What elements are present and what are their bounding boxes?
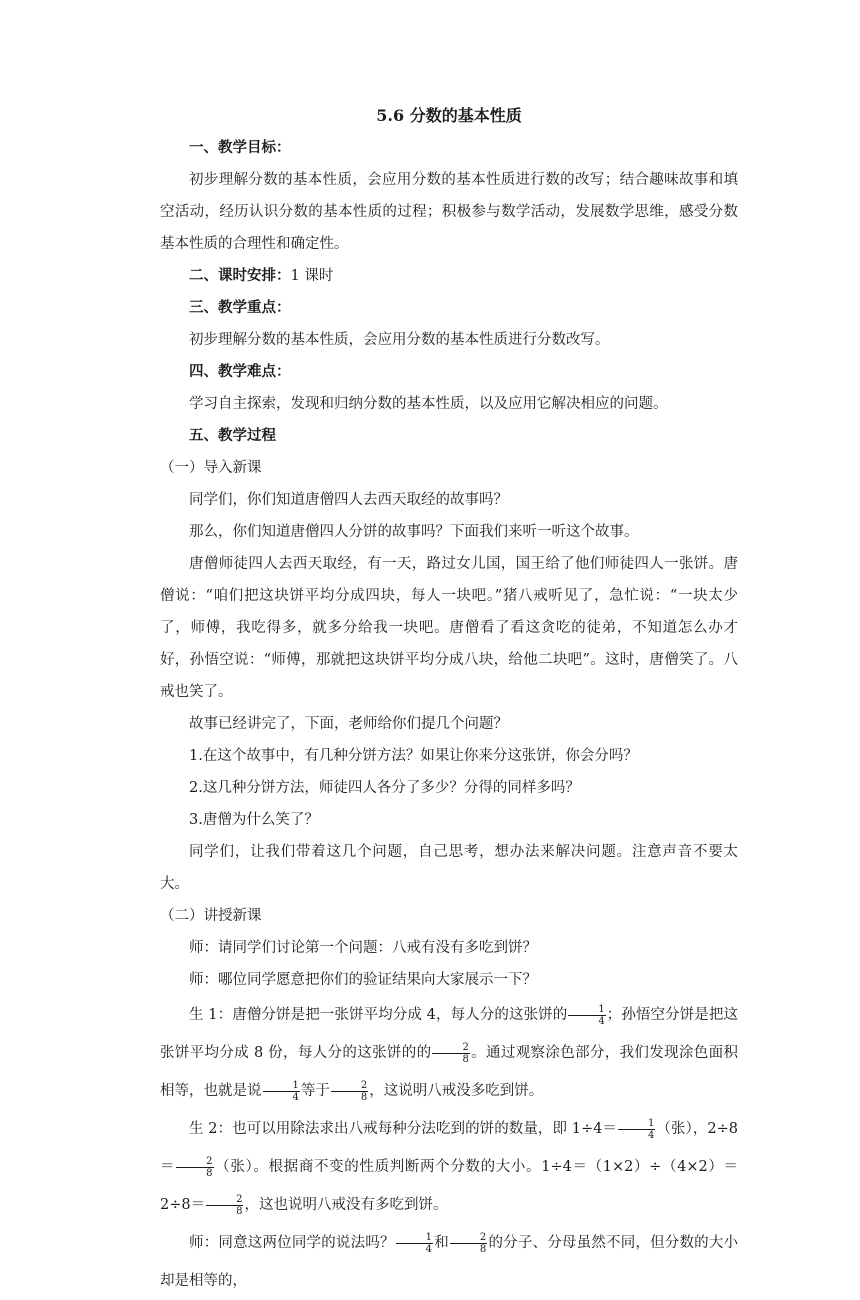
numerator: 1 [568,1004,605,1016]
text-run: ，这说明八戒没多吃到饼。 [369,1083,544,1099]
fraction-2-8 [176,1156,213,1179]
denominator: 4 [647,1129,655,1141]
heading-process: 五、教学过程 [189,427,276,444]
numerator: 2 [432,1042,469,1054]
text-run: 师：同意这两位同学的说法吗？ [189,1235,395,1251]
paragraph-think: 同学们，让我们带着这几个问题，自己思考，想办法来解决问题。注意声音不要太大。 [160,844,738,892]
denominator: 8 [236,1205,243,1217]
paragraph-intro-1: 同学们，你们知道唐僧四人去西天取经的故事吗？ [189,492,508,508]
text-run: 的分子、分母虽然不同，但分数的大小却是相等的， [160,1235,739,1289]
question-2: 2.这几种分饼方法，师徒四人各分了多少？分得的同样多吗？ [189,780,580,796]
document-body [160,96,738,1300]
heading-difficulty: 四、教学难点： [189,363,291,380]
section-new-lesson: （二）讲授新课 [160,908,262,924]
schedule-value: 1 课时 [290,268,334,284]
denominator: 4 [292,1091,299,1103]
heading-schedule-label: 二、课时安排： [189,267,291,284]
paragraph-questions-lead: 故事已经讲完了，下面，老师给你们提几个问题？ [189,716,508,732]
question-3: 3.唐僧为什么笑了？ [189,812,319,828]
denominator: 4 [598,1015,605,1027]
text-run: （张），2÷8＝ [160,1121,738,1175]
fraction-1-4 [396,1232,433,1255]
numerator: 2 [331,1080,368,1092]
fraction-1-4 [568,1004,605,1027]
fraction-2-8 [432,1042,469,1065]
student-1-paragraph [160,996,738,1110]
teacher-line-1: 师：请同学们讨论第一个问题：八戒有没有多吃到饼？ [189,940,537,956]
denominator: 4 [425,1243,433,1255]
denominator: 8 [206,1167,213,1179]
paragraph-intro-2: 那么，你们知道唐僧四人分饼的故事吗？下面我们来听一听这个故事。 [189,524,639,540]
numerator: 2 [450,1232,487,1244]
text-run: ；孙悟空分饼是把这张饼平均分成 8 份，每人分的这张饼的的 [160,1007,739,1061]
numerator: 1 [396,1232,433,1244]
fraction-1-4 [618,1118,655,1141]
text-run: 和 [434,1235,449,1251]
text-run: 生 1：唐僧分饼是把一张饼平均分成 4，每人分的这张饼的 [189,1007,568,1023]
text-run: （张）。根据商不变的性质判断两个分数的大小。1÷4＝（1×2）÷（4×2）＝2÷8＝ [160,1159,739,1213]
section-intro: （一）导入新课 [160,460,262,476]
paragraph-focus: 初步理解分数的基本性质，会应用分数的基本性质进行分数改写。 [189,332,610,348]
numerator: 1 [618,1118,655,1130]
heading-schedule [160,260,738,292]
heading-goals: 一、教学目标： [189,139,291,156]
text-run: 。通过观察涂色部分，我们发现涂色面积相等，也就是说 [160,1045,738,1099]
paragraph-goals: 初步理解分数的基本性质，会应用分数的基本性质进行数的改写；结合趣味故事和填空活动，经历认识分数的基本性质的过程；积极参与数学活动，发展数学思维，感受分数基本性质的合理性和确定性。 [160,172,738,252]
heading-focus: 三、教学重点： [189,299,291,316]
text-run: 等于 [300,1083,330,1099]
denominator: 8 [462,1053,469,1065]
fraction-2-8 [331,1080,368,1103]
paragraph-difficulty: 学习自主探索，发现和归纳分数的基本性质，以及应用它解决相应的问题。 [189,396,668,412]
question-1: 1.在这个故事中，有几种分饼方法？如果让你来分这张饼，你会分吗？ [189,748,638,764]
denominator: 8 [479,1243,487,1255]
fraction-1-4 [263,1080,300,1103]
paragraph-story: 唐僧师徒四人去西天取经，有一天，路过女儿国，国王给了他们师徒四人一张饼。唐僧说：“咱们把这块饼平均分成四块，每人一块吧。”猪八戒听见了，急忙说：“一块太少了，师傅，我吃得多，就多分给我一块吧。唐僧看了看这贪吃的徒弟，不知道怎么办才好，孙悟空说：“师傅，那就把这块饼平均分成八块，给他二块吧”。这时，唐僧笑了。八戒也笑了。 [160,556,738,700]
text-run: 生 2：也可以用除法求出八戒每种分法吃到的饼的数量，即 1÷4＝ [189,1121,617,1137]
fraction-2-8 [450,1232,487,1255]
numerator: 2 [176,1156,213,1168]
numerator: 1 [263,1080,300,1092]
teacher-line-3 [160,1224,738,1300]
teacher-line-2: 师：哪位同学愿意把你们的验证结果向大家展示一下？ [189,972,537,988]
student-2-paragraph [160,1110,738,1224]
document-title: 5.6 分数的基本性质 [376,106,522,125]
denominator: 8 [360,1091,368,1103]
fraction-2-8 [206,1194,243,1217]
text-run: ，这也说明八戒没有多吃到饼。 [244,1197,448,1213]
numerator: 2 [206,1194,243,1206]
